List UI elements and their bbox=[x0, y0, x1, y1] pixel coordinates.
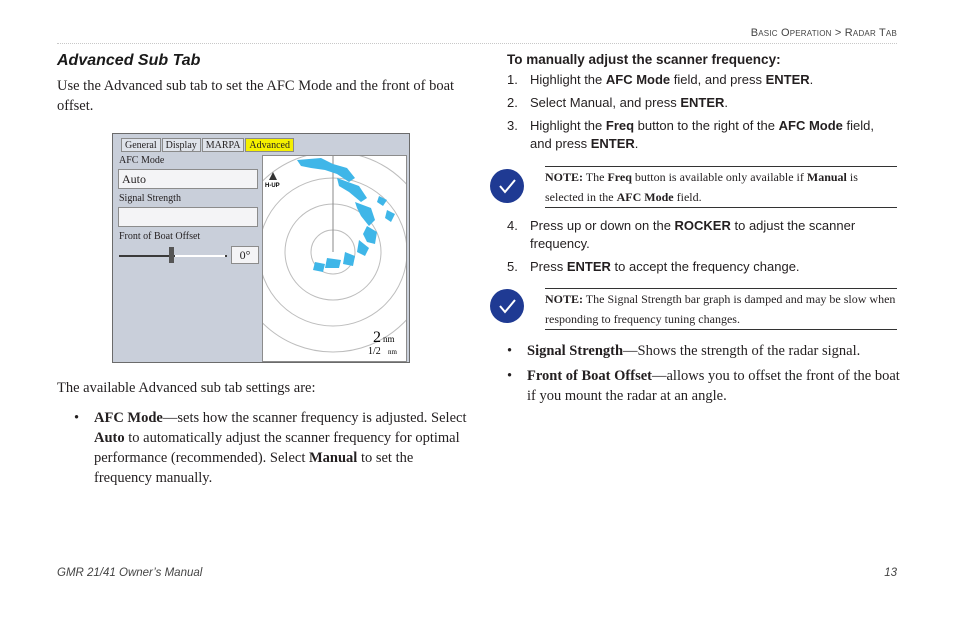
breadcrumb bbox=[751, 27, 897, 39]
right-bullet-list bbox=[490, 341, 900, 406]
orientation-label: H-UP bbox=[265, 183, 280, 189]
section-title: Advanced Sub Tab bbox=[57, 52, 201, 69]
note-text: button is available only available if bbox=[631, 170, 807, 184]
offset-text: —allows you to offset the front of the boat if you mount the radar at an angle. bbox=[527, 368, 900, 404]
note-text: The Signal Strength bar graph is damped and may be slow when responding to frequency tuning changes. bbox=[545, 292, 896, 326]
step-key: AFC Mode bbox=[778, 118, 843, 133]
step-text: Highlight the bbox=[530, 118, 606, 133]
tab-general: General bbox=[121, 138, 161, 152]
offset-term: Front of Boat Offset bbox=[527, 368, 652, 384]
range-scale-main: 2 bbox=[373, 329, 381, 346]
note-text: field. bbox=[673, 190, 702, 204]
step-text: Highlight the bbox=[530, 72, 606, 87]
manual-term: Manual bbox=[308, 450, 358, 466]
note-label: NOTE: bbox=[545, 292, 584, 306]
step-number: 1. bbox=[507, 72, 518, 87]
note-text: is selected in the bbox=[545, 170, 858, 204]
afc-mode-term: AFC Mode bbox=[94, 410, 163, 426]
note-icon bbox=[490, 169, 524, 203]
signal-term: Signal Strength bbox=[527, 343, 624, 359]
note-text: The bbox=[583, 170, 608, 184]
header-rule bbox=[57, 43, 897, 44]
step-text: Press bbox=[530, 259, 567, 274]
step-number: 5. bbox=[507, 259, 518, 274]
breadcrumb-page: Radar Tab bbox=[844, 27, 897, 39]
tab-display: Display bbox=[162, 138, 201, 152]
right-column bbox=[507, 52, 899, 158]
step-text: to accept the frequency change. bbox=[610, 259, 800, 274]
front-offset-label: Front of Boat Offset bbox=[119, 231, 201, 242]
step-text: . bbox=[809, 72, 814, 87]
breadcrumb-section: Basic Operation bbox=[750, 27, 832, 39]
step-number: 3. bbox=[507, 118, 518, 133]
tab-marpa: MARPA bbox=[202, 138, 245, 152]
step-4 bbox=[507, 217, 899, 253]
bullet-front-offset bbox=[490, 366, 900, 406]
available-settings-intro bbox=[57, 378, 467, 398]
step-5 bbox=[507, 258, 899, 276]
offset-slider-knob bbox=[169, 247, 174, 263]
procedure-title: To manually adjust the scanner frequency: bbox=[507, 52, 781, 67]
page-number: 13 bbox=[884, 567, 897, 579]
auto-term: Auto bbox=[94, 430, 125, 446]
radar-display bbox=[262, 155, 407, 362]
steps-4-5-wrap bbox=[507, 217, 899, 281]
left-bullet-list bbox=[57, 408, 469, 488]
bullet-afc-mode bbox=[57, 408, 469, 488]
step-key: ENTER bbox=[566, 259, 611, 274]
afc-mode-field: Auto bbox=[118, 169, 258, 189]
afc-mode-label: AFC Mode bbox=[119, 155, 165, 166]
signal-strength-label: Signal Strength bbox=[119, 193, 181, 204]
step-number: 4. bbox=[507, 218, 518, 233]
bullet-signal-strength bbox=[490, 341, 900, 361]
step-text: button to the right of the bbox=[634, 118, 779, 133]
tab-advanced: Advanced bbox=[245, 138, 294, 152]
range-ring-edge bbox=[263, 156, 406, 352]
range-ring-label: 1/2 bbox=[368, 346, 381, 357]
step-text: Select Manual, and press bbox=[530, 95, 681, 110]
note-icon bbox=[490, 289, 524, 323]
note-term: AFC Mode bbox=[616, 190, 674, 204]
step-text: Press up or down on the bbox=[530, 218, 675, 233]
advanced-tab-screenshot bbox=[112, 133, 410, 363]
step-text: . bbox=[724, 95, 728, 110]
checkmark-icon bbox=[490, 289, 524, 323]
step-text: . bbox=[634, 136, 639, 151]
step-key: ENTER bbox=[590, 136, 635, 151]
left-column bbox=[57, 52, 467, 116]
note-freq bbox=[545, 166, 897, 208]
step-key: Freq bbox=[605, 118, 635, 133]
breadcrumb-separator: > bbox=[834, 27, 842, 39]
step-text: field, and press bbox=[530, 118, 874, 151]
signal-strength-bar bbox=[118, 207, 258, 227]
afc-text-2: to automatically adjust the scanner frequency for optimal performance (recommended). Select bbox=[94, 430, 460, 466]
radar-plot bbox=[263, 156, 406, 361]
step-key: ROCKER bbox=[674, 218, 731, 233]
step-text: to adjust the scanner frequency. bbox=[530, 218, 856, 251]
afc-text-3: to set the frequency manually. bbox=[94, 450, 414, 486]
available-settings-text: The available Advanced sub tab settings are: bbox=[57, 380, 316, 396]
radar-echoes bbox=[297, 158, 395, 272]
offset-value-box: 0° bbox=[231, 246, 259, 264]
note-signal-damped bbox=[545, 288, 897, 330]
offset-slider-track-right bbox=[175, 255, 225, 257]
step-text: field, and press bbox=[670, 72, 766, 87]
note-term: Freq bbox=[607, 170, 632, 184]
signal-text: —Shows the strength of the radar signal. bbox=[623, 343, 861, 359]
note-label: NOTE: bbox=[545, 170, 584, 184]
north-arrow-icon bbox=[269, 172, 277, 180]
steps-4-5 bbox=[507, 217, 899, 276]
step-number: 2. bbox=[507, 95, 518, 110]
afc-text-1: —sets how the scanner frequency is adjusted. Select bbox=[162, 410, 467, 426]
step-3 bbox=[507, 117, 899, 153]
step-key: AFC Mode bbox=[605, 72, 671, 87]
step-2 bbox=[507, 94, 899, 112]
checkmark-icon bbox=[490, 169, 524, 203]
steps-1-3 bbox=[507, 71, 899, 153]
note-term: Manual bbox=[806, 170, 847, 184]
range-scale-main-unit: nm bbox=[383, 334, 395, 344]
step-1 bbox=[507, 71, 899, 89]
step-key: ENTER bbox=[680, 95, 725, 110]
footer-manual-title: GMR 21/41 Owner’s Manual bbox=[57, 567, 203, 579]
intro-paragraph: Use the Advanced sub tab to set the AFC Mode and the front of boat offset. bbox=[57, 78, 455, 114]
range-ring-unit: nm bbox=[388, 348, 397, 356]
step-key: ENTER bbox=[765, 72, 810, 87]
sub-tab-bar bbox=[121, 138, 295, 152]
